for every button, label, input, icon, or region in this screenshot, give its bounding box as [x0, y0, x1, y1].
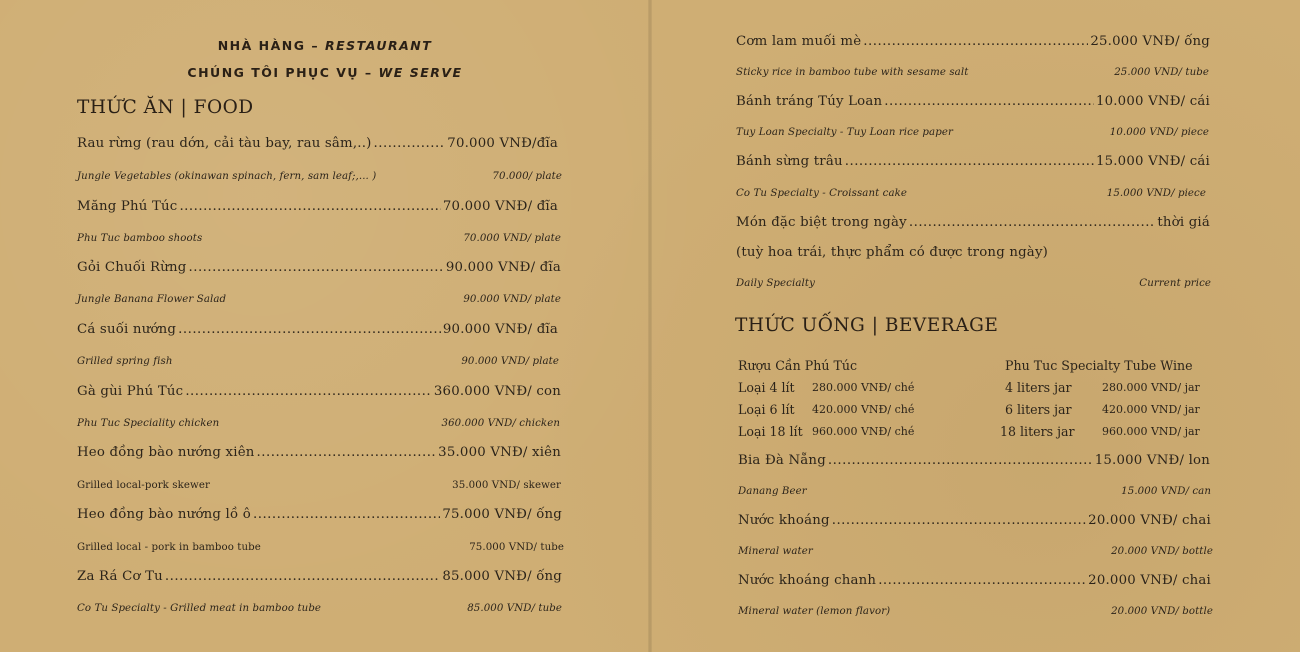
menu-item-english [738, 606, 1213, 617]
wine-size-vi: Loại 18 lít [738, 424, 803, 439]
leader-dots [165, 569, 440, 584]
item-name: Bia Đà Nẵng [738, 453, 826, 468]
menu-item-english [77, 603, 562, 614]
item-name: Bánh sừng trâu [736, 154, 843, 169]
beverage-section-title: THỨC UỐNG | BEVERAGE [735, 315, 999, 336]
item-name-en: Grilled spring fish [77, 356, 173, 367]
menu-item [736, 34, 1210, 49]
menu-item-english [77, 480, 561, 491]
menu-item [736, 154, 1210, 169]
menu-item [77, 322, 558, 337]
item-name-en: Daily Specialty [736, 278, 815, 289]
item-price: 35.000 VNĐ/ xiên [438, 445, 561, 460]
item-price-en: 360.000 VND/ chicken [441, 418, 560, 429]
menu-item [738, 453, 1210, 468]
leader-dots [863, 34, 1088, 49]
menu-item-english [736, 188, 1206, 199]
menu-item [77, 507, 562, 522]
menu-item-english [77, 171, 562, 182]
leader-dots [178, 322, 441, 337]
menu-item-english [77, 294, 561, 305]
restaurant-heading [160, 38, 490, 53]
item-price: 70.000 VNĐ/ đĩa [442, 199, 558, 214]
item-price-en: 90.000 VND/ plate [461, 356, 559, 367]
item-name: Măng Phú Túc [77, 199, 178, 214]
menu-item [736, 94, 1210, 109]
we-serve-heading-vi: CHÚNG TÔI PHỤC VỤ – [187, 65, 379, 80]
menu-item-english [736, 127, 1209, 138]
menu-item [77, 260, 561, 275]
item-price-en: 15.000 VND/ can [1121, 486, 1211, 497]
item-name: Heo đồng bào nướng lồ ô [77, 507, 251, 522]
item-name-en: Jungle Banana Flower Salad [77, 294, 227, 305]
menu-item-english [77, 542, 564, 553]
item-name: Za Rá Cơ Tu [77, 569, 163, 584]
item-price-en: 85.000 VND/ tube [467, 603, 562, 614]
item-name: Bánh tráng Túy Loan [736, 94, 883, 109]
item-price: 85.000 VNĐ/ ống [442, 569, 562, 584]
menu-item-english [77, 356, 559, 367]
page-fold [648, 0, 652, 652]
item-name: Gà gùi Phú Túc [77, 384, 184, 399]
item-price: 15.000 VNĐ/ cái [1095, 154, 1210, 169]
menu-item [77, 445, 561, 460]
item-name-en: Phu Tuc bamboo shoots [77, 233, 203, 244]
item-price: 20.000 VNĐ/ chai [1088, 513, 1211, 528]
item-price: 20.000 VNĐ/ chai [1088, 573, 1211, 588]
leader-dots [832, 513, 1086, 528]
item-price: 75.000 VNĐ/ ống [442, 507, 562, 522]
item-name-en: Co Tu Specialty - Croissant cake [736, 188, 908, 199]
item-price-en: Current price [1139, 278, 1211, 289]
wine-price-en: 280.000 VND/ jar [1102, 381, 1200, 394]
leader-dots [257, 445, 437, 460]
item-name-en: Mineral water [738, 546, 813, 557]
wine-size-en: 18 liters jar [1000, 424, 1075, 439]
daily-special-english [736, 278, 1211, 289]
leader-dots [374, 136, 446, 151]
item-price-en: 70.000/ plate [492, 171, 562, 182]
item-price-en: 75.000 VND/ tube [469, 542, 564, 553]
daily-special-note: (tuỳ hoa trái, thực phẩm có được trong ngày) [736, 245, 1049, 260]
item-name-en: Grilled local-pork skewer [77, 480, 210, 491]
item-price-en: 90.000 VND/ plate [463, 294, 561, 305]
leader-dots [828, 453, 1093, 468]
item-name-en: Sticky rice in bamboo tube with sesame salt [736, 67, 969, 78]
item-price: 90.000 VNĐ/ đĩa [442, 322, 558, 337]
item-price: 15.000 VNĐ/ lon [1094, 453, 1210, 468]
item-price: 360.000 VNĐ/ con [433, 384, 561, 399]
item-name: Món đặc biệt trong ngày [736, 215, 907, 230]
item-price-en: 25.000 VND/ tube [1114, 67, 1209, 78]
item-price: thời giá [1157, 215, 1210, 230]
menu-item-english [736, 67, 1209, 78]
item-name-en: Co Tu Specialty - Grilled meat in bamboo tube [77, 603, 322, 614]
menu-item [77, 199, 558, 214]
item-name-en: Phu Tuc Speciality chicken [77, 418, 220, 429]
wine-price-vi: 280.000 VNĐ/ ché [812, 381, 915, 394]
wine-price-vi: 960.000 VNĐ/ ché [812, 425, 915, 438]
leader-dots [188, 260, 443, 275]
food-section-title: THỨC ĂN | FOOD [77, 97, 254, 118]
item-name-en: Tuy Loan Specialty - Tuy Loan rice paper [736, 127, 953, 138]
menu-item [77, 136, 558, 151]
wine-size-en: 6 liters jar [1005, 402, 1072, 417]
item-name: Nước khoáng chanh [738, 573, 877, 588]
restaurant-heading-vi: NHÀ HÀNG – [217, 38, 325, 53]
item-name-en: Mineral water (lemon flavor) [738, 606, 891, 617]
item-name: Cơm lam muối mè [736, 34, 862, 49]
item-name-en: Grilled local - pork in bamboo tube [77, 542, 261, 553]
menu-item-english [738, 486, 1211, 497]
leader-dots [253, 507, 440, 522]
leader-dots [185, 384, 432, 399]
we-serve-heading-en: WE SERVE [378, 65, 463, 80]
menu-item-english [77, 233, 561, 244]
item-name: Heo đồng bào nướng xiên [77, 445, 255, 460]
menu-item-english [738, 546, 1213, 557]
item-name: Cá suối nướng [77, 322, 177, 337]
leader-dots [884, 94, 1094, 109]
menu-item-english [77, 418, 560, 429]
item-name: Nước khoáng [738, 513, 830, 528]
wine-price-vi: 420.000 VNĐ/ ché [812, 403, 915, 416]
wine-size-vi: Loại 6 lít [738, 402, 795, 417]
item-price: 25.000 VNĐ/ ống [1090, 34, 1210, 49]
leader-dots [878, 573, 1086, 588]
item-price-en: 10.000 VND/ piece [1109, 127, 1209, 138]
menu-item [77, 384, 561, 399]
we-serve-heading [160, 65, 490, 80]
leader-dots [845, 154, 1094, 169]
wine-price-en: 420.000 VND/ jar [1102, 403, 1200, 416]
wine-size-vi: Loại 4 lít [738, 380, 795, 395]
item-price: 10.000 VNĐ/ cái [1095, 94, 1210, 109]
daily-special [736, 215, 1210, 230]
item-price: 70.000 VNĐ/đĩa [447, 136, 558, 151]
item-name: Gỏi Chuối Rừng [77, 260, 187, 275]
wine-title-en: Phu Tuc Specialty Tube Wine [1005, 358, 1193, 373]
item-price-en: 35.000 VND/ skewer [452, 480, 561, 491]
item-price-en: 15.000 VND/ piece [1106, 188, 1206, 199]
wine-size-en: 4 liters jar [1005, 380, 1072, 395]
item-price-en: 70.000 VND/ plate [463, 233, 561, 244]
item-name-en: Jungle Vegetables (okinawan spinach, fern, sam leaf;,... ) [77, 171, 377, 182]
leader-dots [909, 215, 1155, 230]
item-name: Rau rừng (rau dớn, cải tàu bay, rau sâm,..) [77, 136, 372, 151]
menu-item [738, 513, 1211, 528]
item-price-en: 20.000 VND/ bottle [1111, 546, 1213, 557]
menu-item [738, 573, 1211, 588]
wine-price-en: 960.000 VND/ jar [1102, 425, 1200, 438]
item-price-en: 20.000 VND/ bottle [1111, 606, 1213, 617]
item-price: 90.000 VNĐ/ đĩa [445, 260, 561, 275]
wine-title-vi: Rượu Cần Phú Túc [738, 358, 858, 373]
menu-item [77, 569, 562, 584]
item-name-en: Danang Beer [738, 486, 807, 497]
restaurant-heading-en: RESTAURANT [324, 38, 433, 53]
leader-dots [179, 199, 440, 214]
